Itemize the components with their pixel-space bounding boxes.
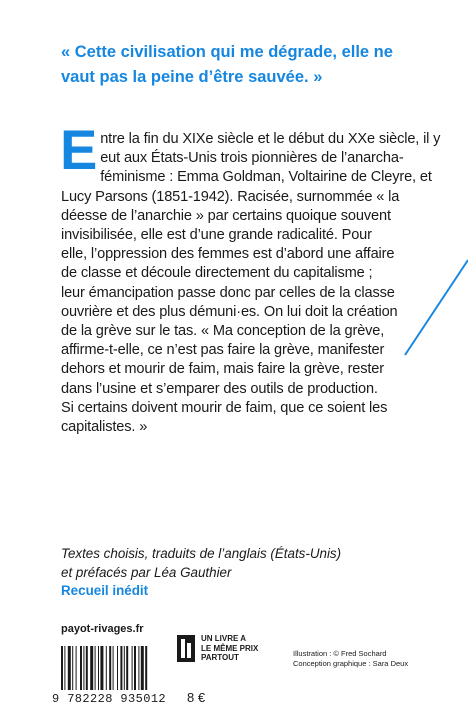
summary-line: ntre la fin du XIXe siècle et le début du XXe siècle, il y bbox=[100, 131, 441, 147]
summary-line: ouvrière et des plus démuni·es. On lui doit la création bbox=[61, 303, 398, 320]
credits bbox=[61, 545, 381, 601]
production-credits bbox=[293, 649, 408, 669]
summary-line: affirme-t-elle, ce n’est pas faire la grève, manifester bbox=[61, 342, 385, 359]
book-price-label bbox=[201, 634, 258, 663]
recueil-label: Recueil inédit bbox=[61, 583, 149, 598]
preface-credit: et préfacés par Léa Gauthier bbox=[61, 564, 232, 580]
publisher-website[interactable]: payot-rivages.fr bbox=[61, 623, 144, 635]
summary-line: déesse de l’anarchie » par certains quoique souvent bbox=[61, 207, 391, 224]
quote-line-2: vaut pas la peine d’être sauvée. » bbox=[61, 68, 323, 86]
summary-line: capitalistes. » bbox=[61, 419, 148, 436]
summary-line: elle, l’oppression des femmes est d’abord une affaire bbox=[61, 246, 395, 263]
summary-line: leur émancipation passe donc par celles de la classe bbox=[61, 284, 395, 301]
summary-line: Lucy Parsons (1851-1942). Racisée, surnommée « la bbox=[61, 188, 400, 205]
drop-cap: E bbox=[60, 118, 98, 181]
design-credit: Conception graphique : Sara Deux bbox=[293, 659, 409, 668]
quote-line-1: « Cette civilisation qui me dégrade, elle ne bbox=[61, 43, 393, 61]
summary-line: féminisme : Emma Goldman, Voltairine de Cleyre, et bbox=[100, 169, 432, 186]
barcode bbox=[61, 646, 167, 690]
isbn-number: 9 782228 935012 bbox=[52, 692, 167, 706]
translation-credit: Textes choisis, traduits de l’anglais (États-Unis) bbox=[61, 546, 342, 561]
illustration-credit: Illustration : © Fred Sochard bbox=[293, 649, 387, 658]
summary-line: eut aux États-Unis trois pionnières de l’anarcha- bbox=[100, 150, 404, 167]
summary-line: invisibilisée, elle est d’une grande radicalité. Pour bbox=[61, 227, 372, 244]
price: 8 € bbox=[187, 690, 206, 705]
summary-line: de la grève sur le tas. « Ma conception de la grève, bbox=[61, 323, 385, 340]
pull-quote bbox=[61, 40, 421, 90]
book-price-logo-icon bbox=[176, 633, 196, 663]
book-price-line: PARTOUT bbox=[201, 653, 239, 662]
summary-line: dans l’usine et s’emparer des outils de production. bbox=[61, 380, 378, 397]
summary-line: Si certains doivent mourir de faim, que ce soient les bbox=[61, 399, 388, 416]
summary-line: de classe et découle directement du capitalisme ; bbox=[61, 265, 373, 282]
book-price-line: LE MÊME PRIX bbox=[201, 643, 259, 653]
summary-text bbox=[60, 118, 441, 437]
summary-line: dehors et mourir de faim, mais faire la grève, rester bbox=[61, 361, 384, 378]
book-price-line: UN LIVRE A bbox=[201, 634, 247, 643]
